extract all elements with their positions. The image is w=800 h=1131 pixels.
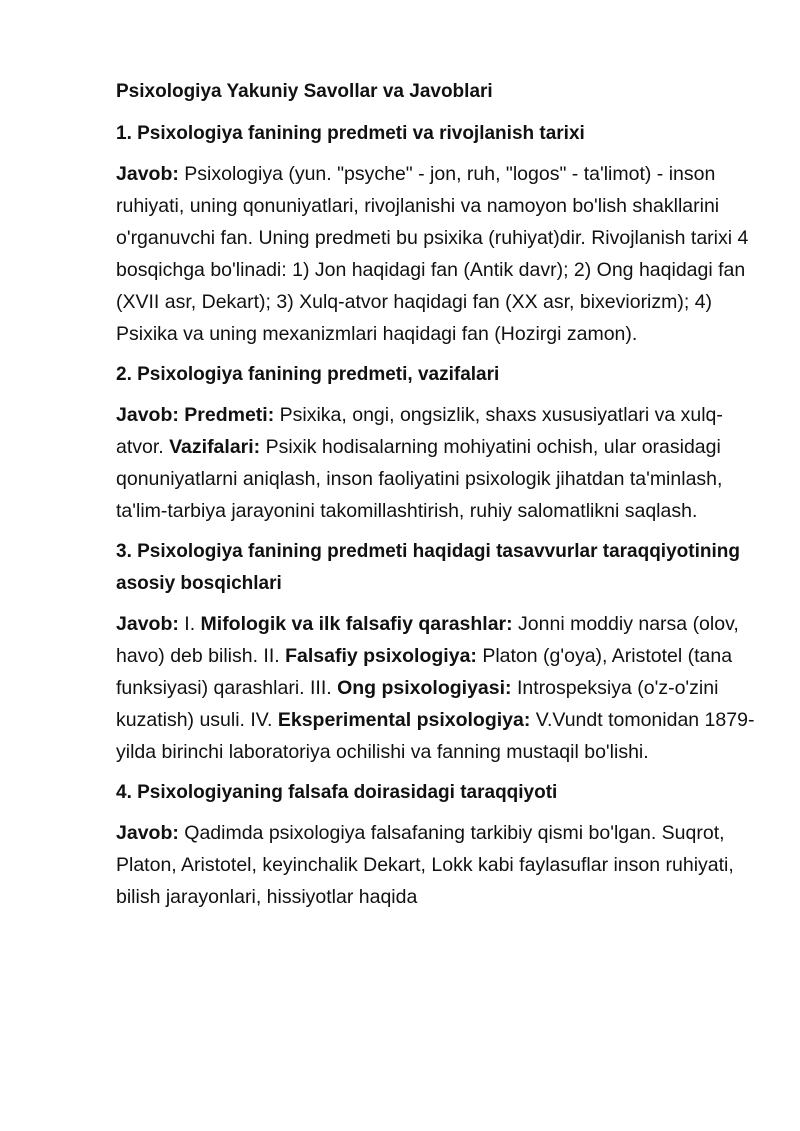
answer-label: Javob: [116, 613, 179, 635]
stage-4-text: V.Vundt tomonidan 1879-yilda birinchi laboratoriya ochilishi va fanning mustaqil bo'lishi. [116, 709, 755, 763]
stage-1-label: Mifologik va ilk falsafiy qarashlar: [200, 613, 513, 635]
answer-label: Javob: [116, 404, 179, 426]
answer-text: Qadimda psixologiya falsafaning tarkibiy qismi bo'lgan. Suqrot, Platon, Aristotel, keyinchalik Dekart, Lokk kabi faylasuflar inson ruhiyati, bilish jarayonlari, hissiyotlar haqida [116, 822, 734, 908]
answer-label: Javob: [116, 822, 179, 844]
question-1-title: 1. Psixologiya fanining predmeti va rivojlanish tarixi [116, 123, 585, 144]
stage-2-text: Platon (g'oya), Aristotel (tana funksiyasi) qarashlari. III. [116, 645, 733, 699]
subject-text: Psixika, ongi, ongsizlik, shaxs xususiyatlari va xulq-atvor. [116, 404, 723, 458]
question-4-title: 4. Psixologiyaning falsafa doirasidagi taraqqiyoti [116, 782, 558, 803]
question-2 [116, 359, 756, 527]
subject-label: Predmeti: [178, 404, 275, 426]
document-page [116, 78, 756, 922]
document-title: Psixologiya Yakuniy Savollar va Javoblari [116, 81, 493, 102]
stage-2-label: Falsafiy psixologiya: [285, 645, 477, 667]
question-1-answer [116, 158, 756, 350]
question-4 [116, 777, 756, 913]
stage-3-text: Introspeksiya (o'z-o'zini kuzatish) usuli. IV. [116, 677, 719, 731]
question-3-title: 3. Psixologiya fanining predmeti haqidagi tasavvurlar taraqqiyotining asosiy bosqichlari [116, 541, 740, 594]
question-1 [116, 118, 756, 350]
tasks-text: Psixik hodisalarning mohiyatini ochish, ular orasidagi qonuniyatlarni aniqlash, inson faoliyatini psixologik jihatdan ta'minlash, ta'lim-tarbiya jarayonini takomillashtirish, ruhiy salomatlikni saqlash. [116, 436, 723, 522]
tasks-label: Vazifalari: [163, 436, 261, 458]
answer-text: Psixologiya (yun. "psyche" - jon, ruh, "logos" - ta'limot) - inson ruhiyati, uning qonuniyatlari, rivojlanishi va namoyon bo'lish shakllarini o'rganuvchi fan. Uning predmeti bu psixika (ruhiyat)dir. Rivojlanish tarixi 4 bosqichga bo'linadi: 1) Jon haqidagi fan (Antik davr); 2) Ong haqidagi fan (XVII asr, Dekart); 3) Xulq-atvor haqidagi fan (XX asr, bixeviorizm); 4) Psixika va uning mexanizmlari haqidagi fan (Hozirgi zamon). [116, 163, 749, 345]
stage-1-number: I. [178, 613, 201, 635]
question-2-title: 2. Psixologiya fanining predmeti, vazifalari [116, 364, 500, 385]
question-4-answer [116, 817, 756, 913]
question-3-answer [116, 608, 756, 768]
stage-4-label: Eksperimental psixologiya: [277, 709, 531, 731]
answer-label: Javob: [116, 163, 179, 185]
question-2-answer [116, 399, 756, 527]
stage-3-label: Ong psixologiyasi: [337, 677, 512, 699]
stage-1-text: Jonni moddiy narsa (olov, havo) deb bilish. II. [116, 613, 739, 667]
question-3 [116, 536, 756, 768]
